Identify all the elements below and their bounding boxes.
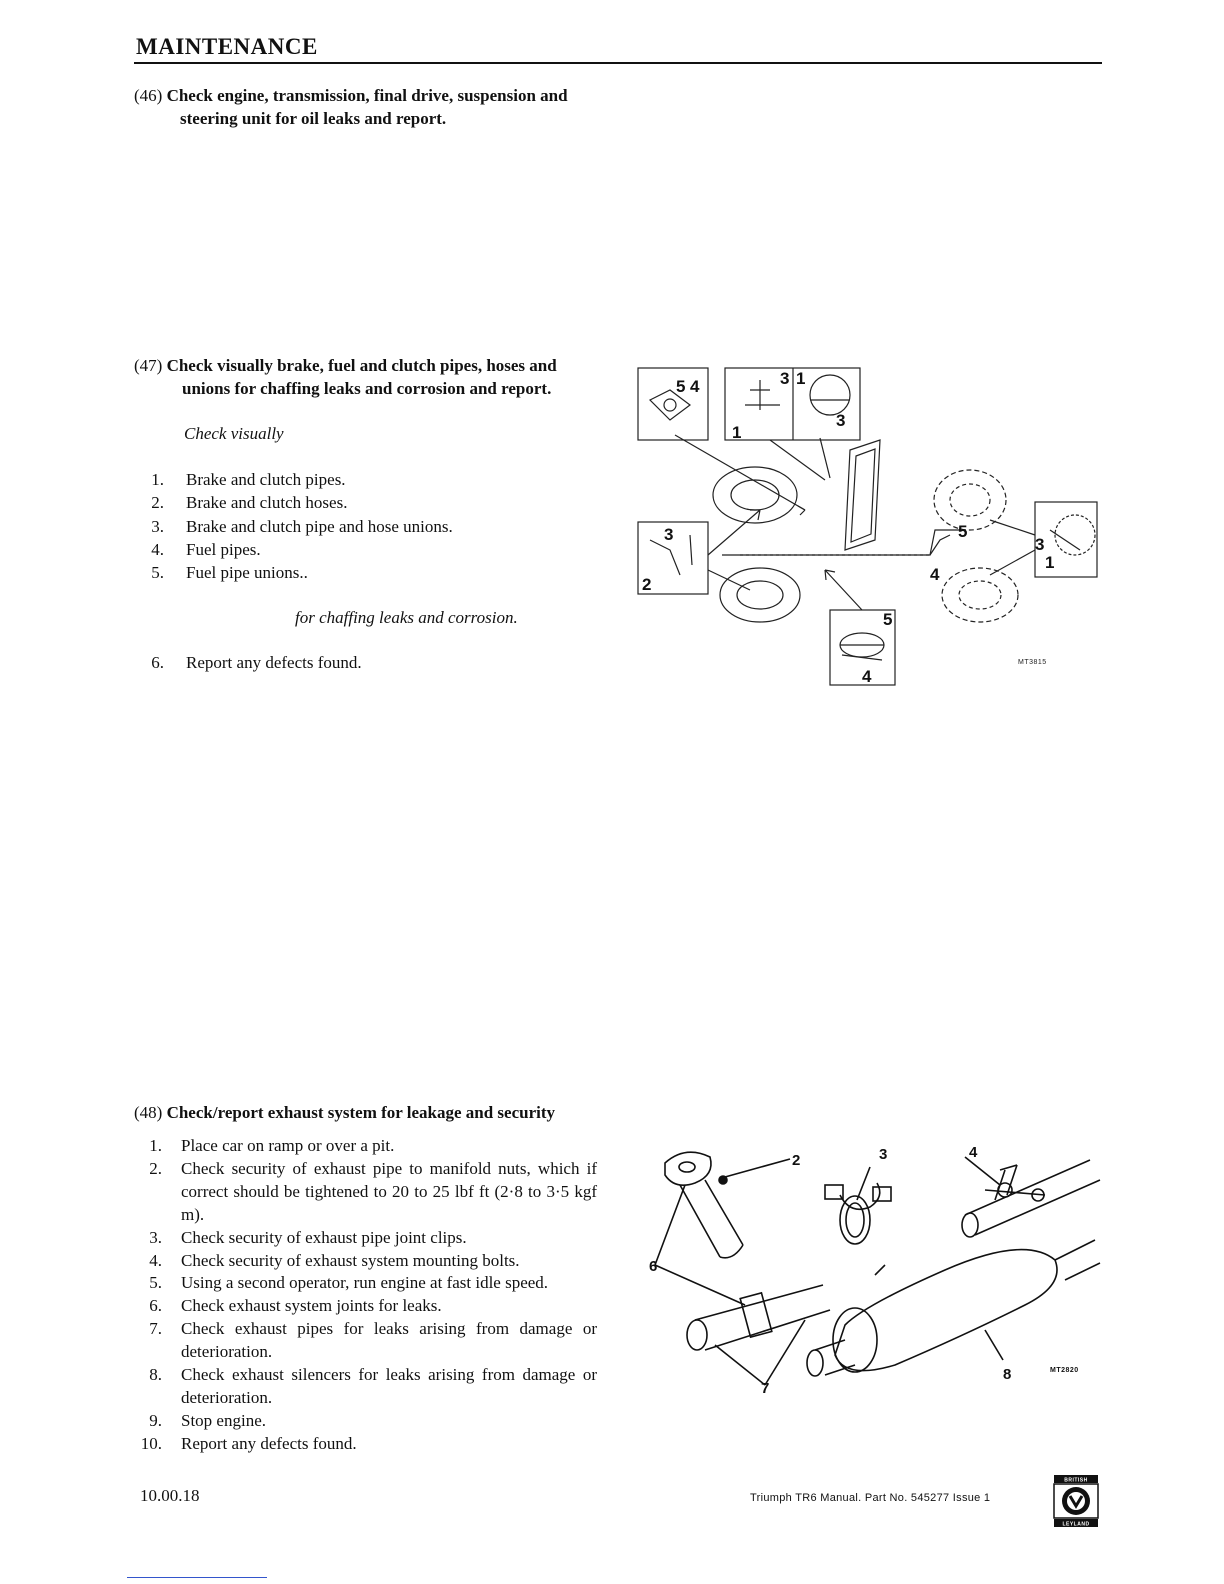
- list-item: 5. Using a second operator, run engine at fast idle speed.: [149, 1273, 549, 1293]
- callout-3b: 3: [836, 411, 846, 430]
- list-item: 1. Brake and clutch pipes.: [151, 470, 346, 489]
- page-header-title: MAINTENANCE: [136, 34, 318, 59]
- manifold-flange: [665, 1152, 711, 1185]
- callout-4a: 4: [690, 377, 700, 396]
- figure-code-mt3815: MT3815: [1018, 659, 1047, 666]
- list-item: 10. Report any defects found.: [140, 1433, 357, 1453]
- callout-3d: 3: [1035, 535, 1045, 554]
- callout-4: 4: [969, 1144, 978, 1161]
- list-item: 3. Check security of exhaust pipe joint clips.: [149, 1227, 467, 1247]
- section-46-number: (46): [134, 86, 163, 105]
- header-rule: [134, 62, 1102, 64]
- list-item: 9. Stop engine.: [149, 1410, 266, 1430]
- section-46-title-line2: steering unit for oil leaks and report.: [180, 109, 447, 128]
- logo-bottom-text: LEYLAND: [1062, 1521, 1090, 1528]
- section-47-title-line2: unions for chaffing leaks and corrosion and report.: [182, 379, 552, 398]
- callout-6: 6: [649, 1258, 658, 1275]
- callout-3: 3: [879, 1146, 888, 1163]
- list-item: 8. Check exhaust silencers for leaks arising from damage or deterioration.: [149, 1365, 597, 1407]
- section-48-number: (48): [134, 1103, 163, 1122]
- manual-reference: Triumph TR6 Manual. Part No. 545277 Issue 1: [750, 1492, 991, 1504]
- brake-fuel-pipes-diagram: [630, 360, 1110, 700]
- section-46-title-line1: Check engine, transmission, final drive, suspension and: [166, 86, 568, 105]
- section-47-number: (47): [134, 356, 163, 375]
- section-47-list: [134, 468, 594, 584]
- section-47-title-line1: Check visually brake, fuel and clutch pipes, hoses and: [166, 356, 557, 375]
- callout-5b: 5: [958, 522, 968, 541]
- rear-left-wheel: [720, 568, 800, 622]
- callout-1a: 1: [796, 369, 806, 388]
- british-leyland-logo: [1053, 1474, 1099, 1528]
- list-item: 5. Fuel pipe unions..: [151, 563, 308, 583]
- callout-1c: 1: [1045, 553, 1055, 572]
- list-item: 2. Check security of exhaust pipe to manifold nuts, which if correct should be tightened to 20 to 25 lbf ft (2·8 to 3·5 kgf m).: [149, 1158, 597, 1224]
- rear-right-wheel: [942, 568, 1018, 622]
- list-item: 2. Brake and clutch hoses.: [151, 493, 348, 513]
- list-item: 1. Place car on ramp or over a pit.: [149, 1136, 395, 1155]
- section-47-title: [134, 354, 557, 378]
- callout-2: 2: [642, 575, 652, 594]
- exhaust-system-diagram: [645, 1135, 1110, 1400]
- callout-4c: 4: [862, 667, 872, 686]
- silencer: [835, 1250, 1057, 1371]
- page-reference: 10.00.18: [140, 1486, 200, 1505]
- list-item: 3. Brake and clutch pipe and hose unions.: [151, 516, 453, 536]
- section-48-list: [134, 1135, 604, 1456]
- car-body-outline: [722, 530, 960, 555]
- callout-3c: 3: [664, 525, 674, 544]
- list-item: 7. Check exhaust pipes for leaks arising from damage or deterioration.: [149, 1319, 597, 1362]
- callout-4b: 4: [930, 565, 940, 584]
- list-item: 4. Check security of exhaust system mounting bolts.: [149, 1250, 520, 1270]
- callout-7: 7: [761, 1380, 770, 1397]
- section-47-suffix: for chaffing leaks and corrosion.: [295, 608, 518, 627]
- list-item: 6. Check exhaust system joints for leaks.: [149, 1296, 442, 1316]
- callout-3a: 3: [780, 369, 790, 388]
- list-item: 6. Report any defects found.: [151, 653, 362, 672]
- logo-top-text: BRITISH: [1064, 1477, 1088, 1484]
- callout-8: 8: [1003, 1366, 1012, 1383]
- front-right-wheel: [934, 470, 1006, 530]
- list-item: 4. Fuel pipes.: [151, 539, 261, 559]
- callout-2: 2: [792, 1152, 801, 1169]
- arrow: [675, 435, 805, 510]
- page-bottom-line: [127, 1577, 267, 1578]
- callout-1b: 1: [732, 423, 742, 442]
- section-46-title: [134, 84, 568, 108]
- callout-5c: 5: [883, 610, 893, 629]
- section-47-intro: Check visually: [184, 424, 284, 443]
- section-48-title-text: Check/report exhaust system for leakage and security: [166, 1103, 556, 1122]
- callout-5a: 5: [676, 377, 686, 396]
- section-48-title: [134, 1101, 555, 1125]
- figure-code-mt2820: MT2820: [1050, 1367, 1079, 1374]
- section-47-item-6: [134, 651, 594, 674]
